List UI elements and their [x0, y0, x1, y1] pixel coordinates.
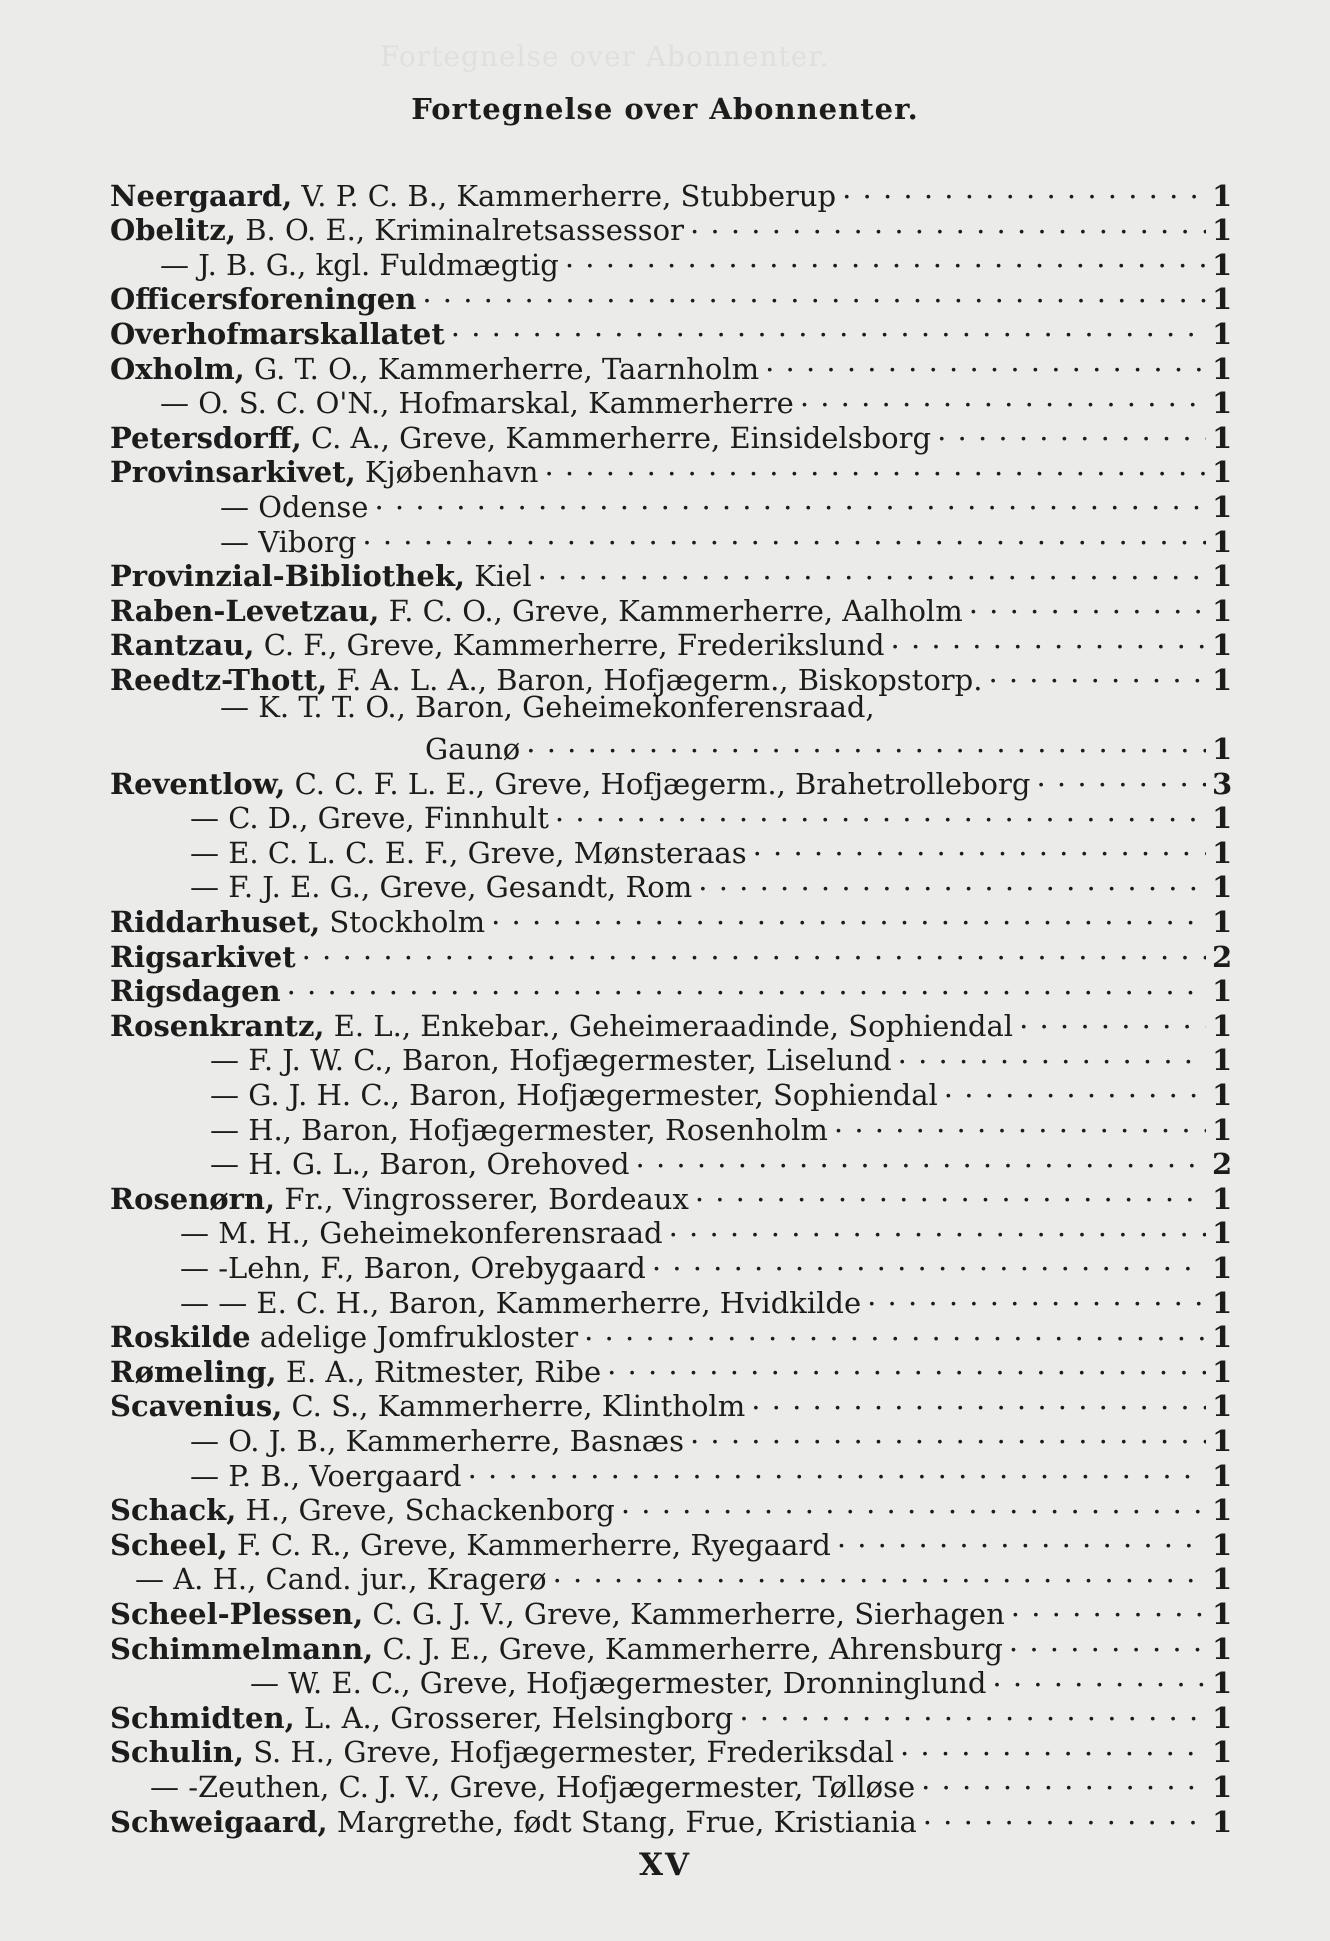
- entry-text: [190, 801, 549, 836]
- leader-dots: [553, 1555, 1206, 1590]
- leader-dots: [753, 828, 1206, 863]
- entry-details: J. B. G., kgl. Fuldmægtig: [198, 247, 559, 282]
- entry-details: B. O. E., Kriminalretsassessor: [245, 213, 684, 248]
- copy-count: 1: [1212, 1631, 1233, 1666]
- entry-details: — E. C. H., Baron, Kammerherre, Hvidkilde: [218, 1285, 862, 1320]
- copy-count: 1: [1212, 870, 1233, 905]
- entry-details: W. E. C., Greve, Hofjægermester, Dronninglund: [288, 1666, 987, 1701]
- copy-count: 1: [1212, 524, 1233, 559]
- entry-name: —: [150, 1769, 179, 1804]
- leader-dots: [538, 552, 1206, 587]
- entry-name: Scheel,: [110, 1527, 228, 1562]
- leader-dots: [992, 1659, 1206, 1694]
- leader-dots: [362, 517, 1206, 552]
- copy-count: 1: [1212, 1493, 1233, 1528]
- entry-name: Rigsarkivet: [110, 939, 296, 974]
- entry-details: Kiel: [474, 559, 532, 594]
- entry-name: —: [160, 247, 189, 282]
- leader-dots: [607, 1347, 1206, 1382]
- copy-count: 1: [1212, 213, 1233, 248]
- leader-dots: [690, 1416, 1206, 1451]
- leader-dots: [374, 482, 1206, 517]
- page-number: XV: [638, 1847, 692, 1883]
- leader-dots: [695, 1174, 1206, 1209]
- copy-count: 1: [1212, 1354, 1233, 1389]
- entry-name: Reventlow,: [110, 766, 286, 801]
- entry-text: [220, 690, 875, 725]
- leader-dots: [302, 932, 1206, 967]
- copy-count: 1: [1212, 489, 1233, 524]
- entry-text: [210, 1147, 630, 1182]
- entry-name: Rantzau,: [110, 628, 255, 663]
- subscriber-list: [110, 171, 1233, 1839]
- entry-text: [425, 732, 520, 767]
- entry-details: C. G. J. V., Greve, Kammerherre, Sierhagen: [372, 1596, 1005, 1631]
- leader-dots: [584, 1313, 1206, 1348]
- entry-details: -Zeuthen, C. J. V., Greve, Hofjægermester, Tølløse: [188, 1769, 916, 1804]
- entry-name: Schack,: [110, 1493, 237, 1528]
- entry-details: K. T. T. O., Baron, Geheimekonferensraad,: [258, 689, 875, 724]
- entry-text: [110, 282, 416, 317]
- copy-count: 1: [1212, 1769, 1233, 1804]
- entry-details: G. T. O., Kammerherre, Taarnholm: [254, 351, 760, 386]
- copy-count: 1: [1212, 316, 1233, 351]
- entry-details: F. J. E. G., Greve, Gesandt, Rom: [228, 870, 693, 905]
- entry-name: —: [180, 1285, 209, 1320]
- entry-text: [110, 1597, 1005, 1632]
- copy-count: 1: [1212, 801, 1233, 836]
- copy-count: 1: [1212, 1562, 1233, 1597]
- entry-name: Rømeling,: [110, 1354, 277, 1389]
- entry-details: Odense: [258, 489, 369, 524]
- leader-dots: [422, 275, 1206, 310]
- entry-name: —: [220, 489, 249, 524]
- entry-details: Fr., Vingrosserer, Bordeaux: [284, 1181, 689, 1216]
- list-item: [110, 725, 1233, 767]
- leader-dots: [921, 1762, 1206, 1797]
- copy-count: 1: [1212, 593, 1233, 628]
- copy-count: 1: [1212, 386, 1233, 421]
- entry-text: [110, 1632, 1003, 1667]
- copy-count: 1: [1212, 732, 1233, 767]
- copy-count: 1: [1212, 1700, 1233, 1735]
- entry-details: F. C. R., Greve, Kammerherre, Ryegaard: [236, 1527, 831, 1562]
- leader-dots: [636, 1140, 1206, 1175]
- entry-name: —: [160, 386, 189, 421]
- copy-count: 1: [1212, 1251, 1233, 1285]
- leader-dots: [969, 586, 1206, 621]
- copy-count: 1: [1212, 628, 1233, 663]
- entry-details: L. A., Grosserer, Helsingborg: [303, 1700, 734, 1735]
- entry-name: —: [220, 689, 249, 724]
- leader-dots: [287, 967, 1206, 1002]
- entry-text: [135, 1562, 547, 1597]
- leader-dots: [690, 206, 1206, 241]
- copy-count: 1: [1212, 1008, 1233, 1043]
- leader-dots: [867, 1278, 1206, 1313]
- leader-dots: [544, 448, 1206, 483]
- copy-count: 1: [1212, 247, 1233, 282]
- copy-count: 1: [1212, 1666, 1233, 1701]
- entry-text: [190, 836, 747, 871]
- copy-count: 1: [1212, 974, 1233, 1009]
- entry-name: —: [135, 1562, 164, 1597]
- copy-count: 1: [1212, 282, 1233, 317]
- entry-details: C. F., Greve, Kammerherre, Frederikslund: [263, 628, 885, 663]
- entry-name: —: [250, 1666, 279, 1701]
- entry-details: A. H., Cand. jur., Kragerø: [173, 1562, 547, 1597]
- entry-details: H. G. L., Baron, Orehoved: [248, 1147, 630, 1182]
- copy-count: 1: [1212, 662, 1233, 697]
- entry-name: Provinsarkivet,: [110, 455, 356, 490]
- copy-count: 1: [1212, 1043, 1233, 1078]
- entry-text: [210, 1043, 892, 1078]
- entry-name: —: [180, 1251, 209, 1285]
- entry-name: Raben-Levetzau,: [110, 593, 380, 628]
- leader-dots: [923, 1797, 1206, 1832]
- entry-name: —: [190, 835, 219, 870]
- entry-name: Rigsdagen: [110, 974, 281, 1009]
- entry-name: —: [210, 1147, 239, 1182]
- entry-name: Obelitz,: [110, 213, 236, 248]
- leader-dots: [900, 1728, 1206, 1763]
- entry-name: —: [190, 801, 219, 836]
- entry-text: [220, 490, 368, 525]
- leader-dots: [526, 725, 1206, 760]
- entry-details: F. J. W. C., Baron, Hofjægermester, Liselund: [248, 1043, 892, 1078]
- entry-name: Rosenørn,: [110, 1181, 276, 1216]
- entry-details: E. L., Enkebar., Geheimeraadinde, Sophiendal: [333, 1008, 1014, 1043]
- entry-name: Schweigaard,: [110, 1804, 328, 1839]
- entry-text: [210, 1078, 938, 1113]
- leader-dots: [739, 1693, 1206, 1728]
- entry-text: [110, 594, 963, 629]
- entry-details: E. C. L. C. E. F., Greve, Mønsteraas: [228, 835, 747, 870]
- leader-dots: [765, 344, 1206, 379]
- entry-name: Riddarhuset,: [110, 905, 321, 940]
- entry-name: Scheel-Plessen,: [110, 1596, 364, 1631]
- copy-count: 1: [1212, 1181, 1233, 1216]
- entry-name: Roskilde: [110, 1320, 251, 1355]
- leader-dots: [988, 655, 1206, 690]
- entry-details: -Lehn, F., Baron, Orebygaard: [218, 1251, 646, 1285]
- copy-count: 1: [1212, 1112, 1233, 1147]
- leader-dots: [800, 379, 1206, 414]
- bleed-through-text: Fortegnelse over Abonnenter.: [380, 40, 830, 73]
- entry-text: [220, 525, 356, 560]
- entry-name: Overhofmarskallatet: [110, 316, 445, 351]
- entry-details: F. C. O., Greve, Kammerherre, Aalholm: [388, 593, 963, 628]
- copy-count: 1: [1212, 1527, 1233, 1562]
- entry-details: Stockholm: [329, 905, 486, 940]
- leader-dots: [621, 1486, 1206, 1521]
- copy-count: 2: [1212, 1147, 1233, 1182]
- entry-text: [110, 1493, 615, 1528]
- leader-dots: [1036, 759, 1206, 794]
- entry-name: Reedtz-Thott,: [110, 662, 328, 697]
- leader-dots: [698, 863, 1206, 898]
- entry-text: [110, 317, 445, 352]
- list-item: [110, 690, 1230, 725]
- entry-name: Neergaard,: [110, 178, 293, 213]
- entry-details: S. H., Greve, Hofjægermester, Frederiksdal: [253, 1735, 894, 1770]
- entry-details: H., Greve, Schackenborg: [245, 1493, 615, 1528]
- entry-text: [110, 974, 281, 1009]
- entry-name: —: [210, 1112, 239, 1147]
- entry-text: [110, 1701, 733, 1736]
- list-item: [110, 759, 1233, 801]
- copy-count: 1: [1212, 1735, 1233, 1770]
- entry-text: [110, 352, 759, 387]
- entry-name: Schulin,: [110, 1735, 244, 1770]
- copy-count: 1: [1212, 351, 1233, 386]
- leader-dots: [751, 1382, 1206, 1417]
- entry-name: —: [180, 1216, 209, 1251]
- entry-text: [150, 1770, 915, 1805]
- leader-dots: [944, 1070, 1206, 1105]
- entry-text: [110, 1389, 745, 1424]
- copy-count: 1: [1212, 559, 1233, 594]
- entry-text: [110, 559, 532, 594]
- leader-dots: [652, 1243, 1206, 1278]
- entry-details: H., Baron, Hofjægermester, Rosenholm: [248, 1112, 828, 1147]
- leader-dots: [837, 1520, 1206, 1555]
- entry-details: Margrethe, født Stang, Frue, Kristiania: [336, 1804, 917, 1839]
- entry-name: Provinzial-Bibliothek,: [110, 559, 466, 594]
- entry-text: [110, 1355, 601, 1390]
- copy-count: 1: [1212, 1285, 1233, 1320]
- leader-dots: [451, 309, 1206, 344]
- entry-details: Kjøbenhavn: [364, 455, 539, 490]
- entry-details: adelige Jomfrukloster: [259, 1320, 579, 1355]
- leader-dots: [565, 240, 1206, 275]
- leader-dots: [1011, 1589, 1206, 1624]
- entry-text: [110, 1805, 917, 1840]
- copy-count: 1: [1212, 1078, 1233, 1113]
- entry-text: [110, 1320, 578, 1355]
- entry-details: Viborg: [258, 524, 357, 559]
- entry-text: [110, 1735, 894, 1770]
- copy-count: 1: [1212, 420, 1233, 455]
- entry-details: C. S., Kammerherre, Klintholm: [291, 1389, 746, 1424]
- entry-name: Schmidten,: [110, 1700, 295, 1735]
- entry-text: [110, 1182, 689, 1217]
- entry-name: Rosenkrantz,: [110, 1008, 325, 1043]
- copy-count: 1: [1212, 178, 1233, 213]
- entry-text: [110, 628, 885, 663]
- entry-name: —: [220, 524, 249, 559]
- entry-name: —: [190, 1458, 219, 1493]
- entry-details: F. A. L. A., Baron, Hofjægerm., Biskopstorp.: [336, 662, 983, 697]
- entry-details: V. P. C. B., Kammerherre, Stubberup: [301, 178, 837, 213]
- entry-name: Scavenius,: [110, 1389, 283, 1424]
- entry-name: —: [210, 1043, 239, 1078]
- leader-dots: [834, 1105, 1206, 1140]
- leader-dots: [891, 621, 1206, 656]
- page-title: Fortegnelse over Abonnenter.: [411, 92, 919, 126]
- leader-dots: [1009, 1624, 1206, 1659]
- copy-count: 1: [1212, 455, 1233, 490]
- leader-dots: [898, 1036, 1206, 1071]
- entry-details: M. H., Geheimekonferensraad: [218, 1216, 663, 1251]
- entry-name: Schimmelmann,: [110, 1631, 374, 1666]
- entry-text: [180, 1216, 663, 1251]
- copy-count: 3: [1212, 766, 1233, 801]
- leader-dots: [669, 1209, 1206, 1244]
- entry-details: C. C. F. L. E., Greve, Hofjægerm., Brahetrolleborg: [294, 766, 1031, 801]
- entry-details: Gaunø: [425, 732, 521, 767]
- entry-name: Officersforeningen: [110, 282, 417, 317]
- leader-dots: [468, 1451, 1206, 1486]
- leader-dots: [842, 171, 1206, 206]
- copy-count: 1: [1212, 1423, 1233, 1458]
- entry-text: [110, 940, 296, 975]
- copy-count: 1: [1212, 1804, 1233, 1839]
- entry-details: O. S. C. O'N., Hofmarskal, Kammerherre: [198, 386, 794, 421]
- leader-dots: [555, 794, 1206, 829]
- copy-count: 1: [1212, 1389, 1233, 1424]
- entry-name: —: [190, 1423, 219, 1458]
- entry-details: E. A., Ritmester, Ribe: [285, 1354, 602, 1389]
- leader-dots: [1019, 1001, 1206, 1036]
- entry-name: —: [210, 1078, 239, 1113]
- copy-count: 1: [1212, 1320, 1233, 1355]
- copy-count: 1: [1212, 835, 1233, 870]
- leader-dots: [937, 413, 1206, 448]
- entry-name: Oxholm,: [110, 351, 245, 386]
- entry-name: —: [190, 870, 219, 905]
- copy-count: 1: [1212, 1458, 1233, 1493]
- entry-text: [110, 1009, 1013, 1044]
- entry-details: C. J. E., Greve, Kammerherre, Ahrensburg: [382, 1631, 1003, 1666]
- entry-text: [190, 1459, 462, 1494]
- entry-details: C. D., Greve, Finnhult: [228, 801, 549, 836]
- leader-dots: [491, 897, 1206, 932]
- copy-count: 1: [1212, 905, 1233, 940]
- list-item: [110, 171, 1233, 213]
- copy-count: 1: [1212, 1216, 1233, 1251]
- entry-text: [160, 386, 794, 421]
- entry-details: O. J. B., Kammerherre, Basnæs: [228, 1423, 684, 1458]
- entry-name: Petersdorff,: [110, 420, 302, 455]
- copy-count: 2: [1212, 939, 1233, 974]
- entry-details: P. B., Voergaard: [228, 1458, 462, 1493]
- copy-count: 1: [1212, 1596, 1233, 1631]
- entry-text: [180, 1251, 646, 1286]
- entry-details: G. J. H. C., Baron, Hofjægermester, Sophiendal: [248, 1078, 938, 1113]
- entry-details: C. A., Greve, Kammerherre, Einsidelsborg: [310, 420, 932, 455]
